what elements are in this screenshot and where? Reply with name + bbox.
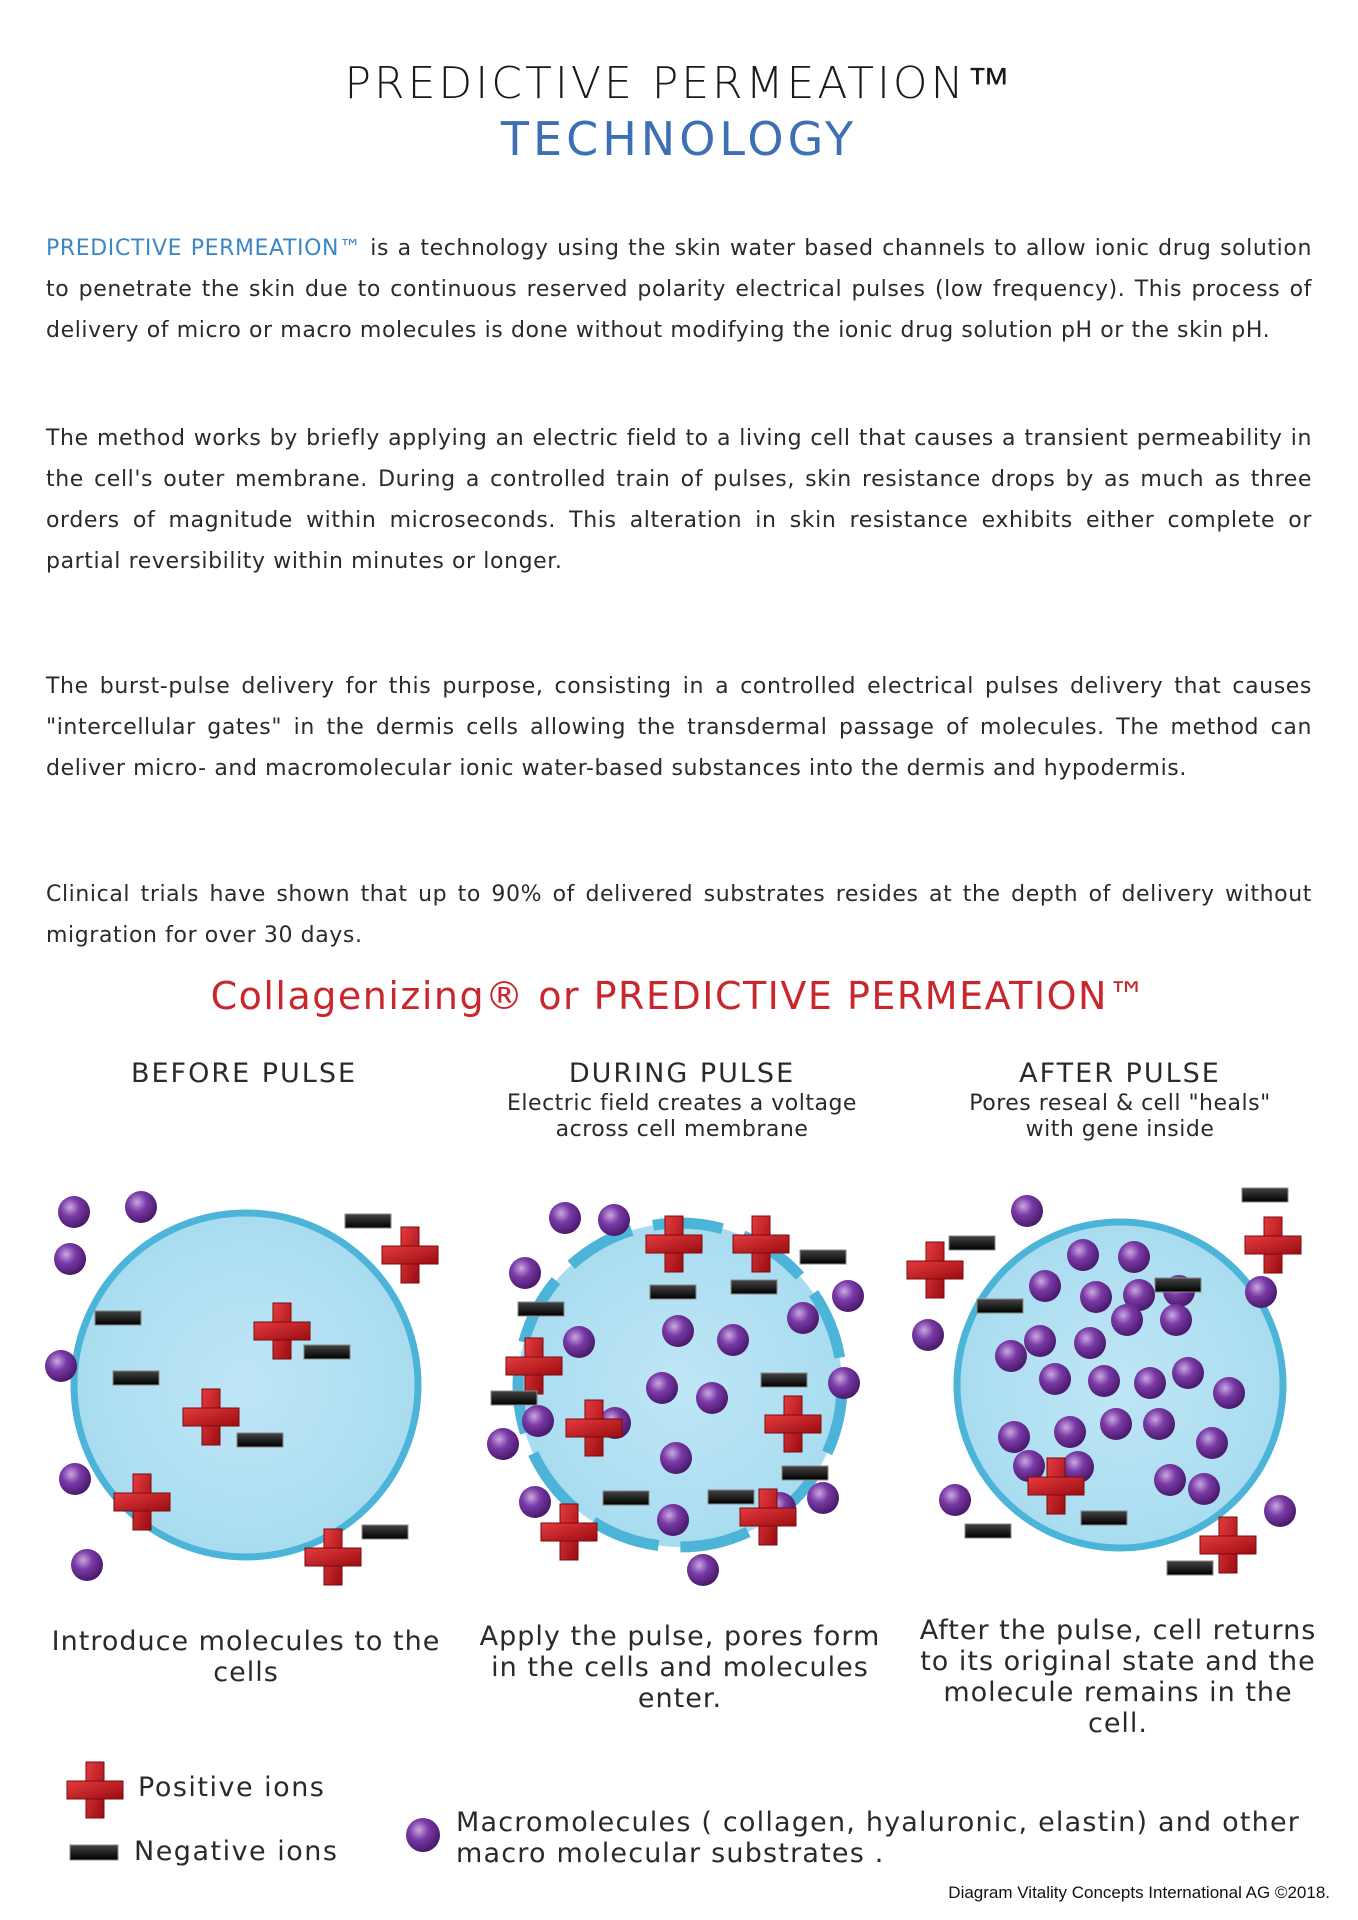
macromolecule [549,1202,581,1234]
macromolecule [1039,1363,1071,1395]
macromolecule [660,1442,692,1474]
page-title: PREDICTIVE PERMEATION™ [344,58,1014,109]
during-pulse-heading: DURING PULSE [568,1058,796,1089]
method-paragraph: The method works by briefly applying an electric field to a living cell that causes a transient permeability in the cell's outer membrane. During a controlled train of pulses, skin resistance drops by as much as three orders of magnitude within microseconds. This alteration in skin resistance exhibits either complete or partial reversibility within minutes or longer. [46,426,1312,574]
macromolecule [487,1428,519,1460]
macromolecule [787,1302,819,1334]
negative-ion [304,1345,350,1359]
macromolecule [1213,1377,1245,1409]
macromolecule [662,1315,694,1347]
negative-ion [1167,1561,1213,1575]
macromolecule [1088,1365,1120,1397]
negative-ion [237,1433,283,1447]
after-pulse-subheading: Pores reseal & cell "heals" with gene inside [969,1091,1271,1142]
macromolecule [995,1340,1027,1372]
macromolecule [1011,1195,1043,1227]
during-pulse-subheading: Electric field creates a voltage across cell membrane [507,1091,857,1142]
legend-positive-label: Positive ions [138,1772,326,1803]
diagram-credit: Diagram Vitality Concepts International AG ©2018. [948,1883,1330,1902]
macromolecule [1160,1304,1192,1336]
macromolecule [912,1319,944,1351]
macromolecule [1024,1325,1056,1357]
macromolecule [717,1324,749,1356]
page-subtitle: TECHNOLOGY [500,112,858,166]
negative-ion [603,1491,649,1505]
macromolecule [1080,1281,1112,1313]
legend-macromolecule-label: Macromolecules ( collagen, hyaluronic, elastin) and other macro molecular substrates . [456,1807,1301,1869]
legend-molecule-icon [406,1818,440,1852]
macromolecule [59,1463,91,1495]
macromolecule [696,1382,728,1414]
negative-ion [650,1285,696,1299]
legend-negative-label: Negative ions [134,1836,339,1867]
macromolecule [519,1486,551,1518]
macromolecule [646,1372,678,1404]
macromolecule [832,1280,864,1312]
macromolecule [45,1350,77,1382]
macromolecule [1264,1495,1296,1527]
macromolecule [1188,1473,1220,1505]
legend-positive-icon [67,1762,123,1818]
negative-ion [965,1524,1011,1538]
negative-ion [731,1280,777,1294]
macromolecule [522,1405,554,1437]
macromolecule [1154,1464,1186,1496]
macromolecule [687,1554,719,1586]
clinical-trials-paragraph: Clinical trials have shown that up to 90% of delivered substrates resides at the depth of delivery without migration for over 30 days. [46,882,1312,948]
macromolecule [1245,1276,1277,1308]
macromolecule [1111,1304,1143,1336]
negative-ion [800,1250,846,1264]
negative-ion [518,1302,564,1316]
macromolecule [1143,1408,1175,1440]
negative-ion [708,1490,754,1504]
macromolecule [1054,1416,1086,1448]
after-pulse-heading: AFTER PULSE [1019,1058,1221,1089]
legend-negative-icon [70,1845,118,1860]
negative-ion [95,1311,141,1325]
macromolecule [58,1196,90,1228]
during-pulse-caption: Apply the pulse, pores form in the cells and molecules enter. [479,1621,881,1714]
after-pulse-caption: After the pulse, cell returns to its original state and the molecule remains in the cell. [919,1615,1317,1739]
negative-ion [782,1466,828,1480]
macromolecule [598,1204,630,1236]
macromolecule [1196,1427,1228,1459]
intro-text: is a technology using the skin water based channels to allow ionic drug solution to penetrate the skin due to continuous reserved polarity electrical pulses (low frequency). This process of delivery of micro or macro molecules is done without modifying the ionic drug solution pH or the skin pH. [46,236,1312,343]
negative-ion [1242,1188,1288,1202]
macromolecule [828,1367,860,1399]
negative-ion [977,1299,1023,1313]
macromolecule [54,1243,86,1275]
intro-highlight: PREDICTIVE PERMEATION™ [46,236,362,261]
positive-ion [1245,1217,1301,1273]
negative-ion [949,1236,995,1250]
burst-pulse-paragraph: The burst-pulse delivery for this purpose, consisting in a controlled electrical pulses delivery that causes "intercellular gates" in the dermis cells allowing the transdermal passage of molecules. The method can deliver micro- and macromolecular ionic water-based substances into the dermis and hypodermis. [46,674,1312,781]
diagram-title: Collagenizing® or PREDICTIVE PERMEATION™ [210,974,1148,1018]
negative-ion [113,1371,159,1385]
negative-ion [345,1214,391,1228]
macromolecule [1100,1408,1132,1440]
macromolecule [1172,1357,1204,1389]
negative-ion [1155,1278,1201,1292]
macromolecule [939,1484,971,1516]
macromolecule [1029,1270,1061,1302]
macromolecule [509,1257,541,1289]
before-pulse-heading: BEFORE PULSE [130,1058,358,1089]
negative-ion [761,1373,807,1387]
macromolecule [657,1504,689,1536]
macromolecule [998,1421,1030,1453]
negative-ion [491,1391,537,1405]
macromolecule [125,1191,157,1223]
before-pulse-caption: Introduce molecules to the cells [51,1626,441,1688]
macromolecule [71,1549,103,1581]
macromolecule [1074,1327,1106,1359]
negative-ion [362,1525,408,1539]
negative-ion [1081,1511,1127,1525]
macromolecule [807,1482,839,1514]
macromolecule [1134,1367,1166,1399]
macromolecule [1118,1241,1150,1273]
positive-ion [382,1227,438,1283]
macromolecule [563,1326,595,1358]
macromolecule [1067,1239,1099,1271]
